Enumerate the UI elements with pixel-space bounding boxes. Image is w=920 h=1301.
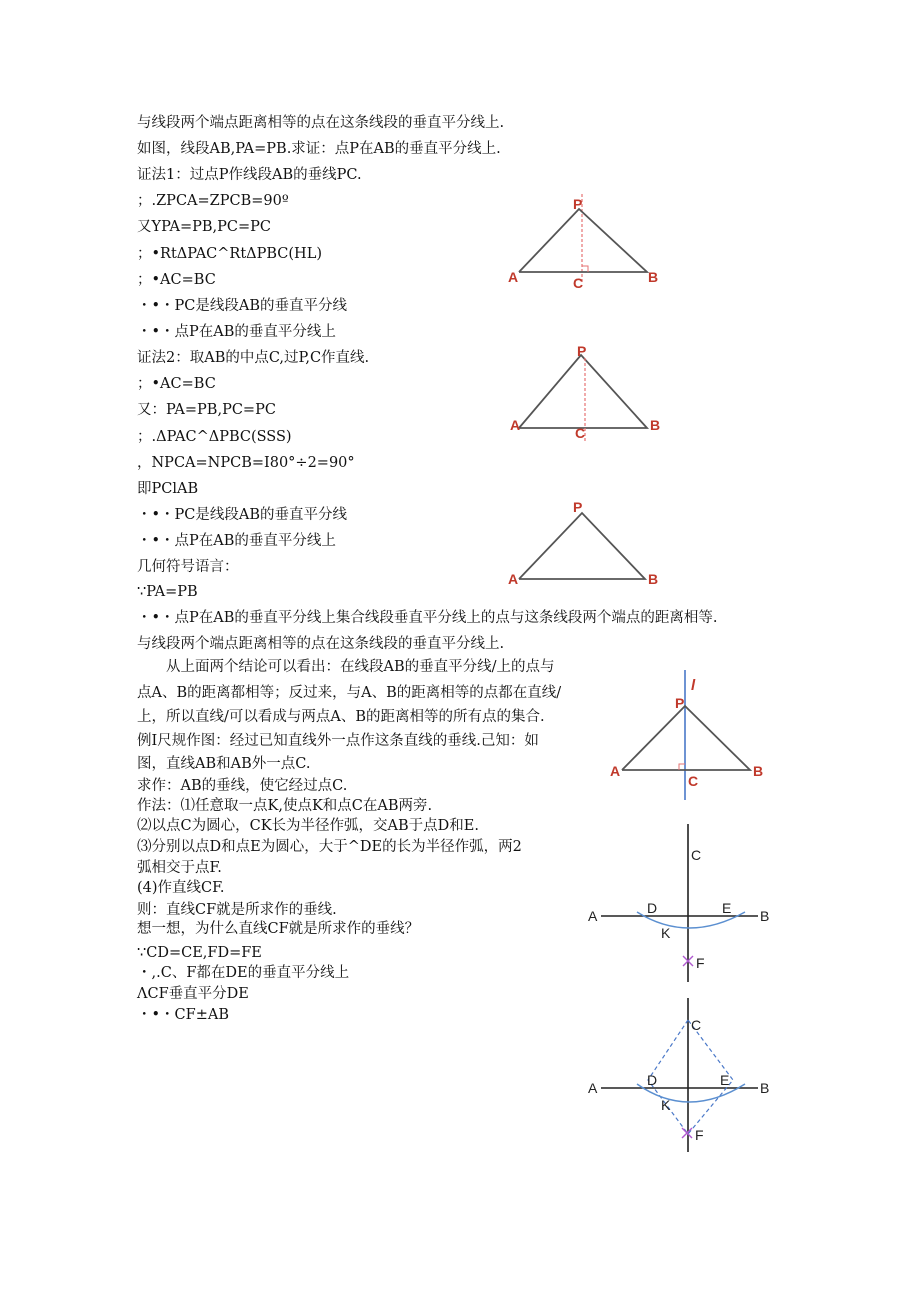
label-a: A: [610, 763, 621, 779]
label-c: C: [688, 773, 699, 789]
triangle-pab: [622, 706, 750, 770]
text-line: 想一想，为什么直线CF就是所求作的垂线？: [137, 921, 420, 937]
text-line: (4)作直线CF.: [137, 880, 225, 896]
label-a: A: [510, 417, 521, 433]
label-b: B: [753, 763, 764, 779]
text-line: ；.ΔPAC^ΔPBC(SSS): [137, 429, 292, 445]
text-line: 又：PA=PB,PC=PC: [137, 402, 276, 418]
label-d: D: [647, 900, 658, 916]
label-l: l: [691, 677, 696, 694]
text-line: ∵PA=PB: [137, 584, 198, 600]
label-d: D: [647, 1072, 658, 1088]
label-f: F: [696, 955, 705, 971]
label-c: C: [575, 425, 586, 441]
text-line: 从上面两个结论可以看出：在线段AB的垂直平分线/上的点与: [137, 659, 555, 675]
text-line: 弧相交于点F.: [137, 860, 222, 876]
text-line: ；.ZPCA=ZPCB=90º: [137, 193, 289, 209]
text-line: 作法：⑴任意取一点K,使点K和点C在AB两旁.: [137, 798, 433, 814]
label-b: B: [648, 571, 659, 587]
label-a: A: [508, 269, 519, 285]
right-angle-mark: [679, 764, 685, 770]
text-line: ，NPCA=NPCB=I80°÷2=90°: [137, 455, 355, 471]
label-e: E: [720, 1072, 730, 1088]
figure-perpendicular-bisector: [605, 664, 770, 804]
label-a: A: [588, 1080, 598, 1096]
label-k: K: [661, 925, 671, 941]
label-p: P: [675, 695, 685, 711]
text-line: ・,.C、F都在DE的垂直平分线上: [137, 965, 350, 981]
text-line: 又YPA=PB,PC=PC: [137, 219, 271, 235]
label-b: B: [760, 1080, 770, 1096]
figure-triangle-perpendicular: [505, 192, 665, 290]
text-line: ；•AC=BC: [137, 376, 216, 392]
text-line: 与线段两个端点距离相等的点在这条线段的垂直平分线上.: [137, 636, 505, 652]
text-line: ・•・点P在AB的垂直平分线上集合线段垂直平分线上的点与这条线段两个端点的距离相等.: [137, 610, 718, 626]
text-line: ・•・PC是线段AB的垂直平分线: [137, 298, 348, 314]
text-line: 求作：AB的垂线，使它经过点C.: [137, 778, 348, 794]
text-line: ・•・PC是线段AB的垂直平分线: [137, 507, 348, 523]
text-line: 几何符号语言：: [137, 559, 239, 575]
label-b: B: [760, 908, 770, 924]
label-e: E: [722, 900, 732, 916]
text-line: ΛCF垂直平分DE: [137, 986, 249, 1002]
text-line: 则：直线CF就是所求作的垂线.: [137, 902, 337, 918]
text-line: ；•RtΔPAC^RtΔPBC(HL): [137, 246, 322, 262]
label-c: C: [573, 275, 584, 290]
triangle-pab: [519, 513, 645, 579]
text-line: 上，所以直线/可以看成与两点A、B的距离相等的所有点的集合.: [137, 709, 545, 725]
text-line: 证法1：过点P作线段AB的垂线PC.: [137, 167, 362, 183]
label-p: P: [577, 343, 587, 359]
label-f: F: [695, 1127, 704, 1143]
text-line: ・•・CF±AB: [137, 1007, 229, 1023]
text-line: 与线段两个端点距离相等的点在这条线段的垂直平分线上.: [137, 115, 505, 131]
label-c: C: [691, 1017, 702, 1033]
text-line: 图，直线AB和AB外一点C.: [137, 756, 311, 772]
text-line: 证法2：取AB的中点C,过P,C作直线.: [137, 350, 370, 366]
label-c: C: [691, 847, 702, 863]
text-line: ⑶分别以点D和点E为圆心，大于^DE的长为半径作弧，两2: [137, 839, 522, 855]
figure-construction-2: [585, 994, 775, 1154]
text-line: 即PClAB: [137, 481, 199, 497]
text-line: 点A、B的距离都相等；反过来，与A、B的距离相等的点都在直线/: [137, 685, 562, 701]
text-line: 例I尺规作图：经过已知直线外一点作这条直线的垂线.己知：如: [137, 733, 539, 749]
label-k: K: [661, 1097, 671, 1113]
text-line: ；•AC=BC: [137, 272, 216, 288]
text-line: ⑵以点C为圆心，CK长为半径作弧，交AB于点D和E.: [137, 818, 479, 834]
label-p: P: [573, 196, 583, 212]
figure-construction-1: [585, 822, 775, 984]
triangle-pab: [519, 355, 647, 428]
label-a: A: [588, 908, 598, 924]
text-line: ・•・点P在AB的垂直平分线上: [137, 324, 336, 340]
figure-triangle: [505, 496, 665, 591]
label-a: A: [508, 571, 519, 587]
label-b: B: [650, 417, 661, 433]
triangle-pab: [519, 209, 647, 272]
text-line: ∵CD=CE,FD=FE: [137, 945, 262, 961]
text-line: ・•・点P在AB的垂直平分线上: [137, 533, 336, 549]
text-line: 如图，线段AB,PA=PB.求证：点P在AB的垂直平分线上.: [137, 141, 501, 157]
figure-triangle-median: [505, 338, 665, 443]
label-b: B: [648, 269, 659, 285]
label-p: P: [573, 499, 583, 515]
